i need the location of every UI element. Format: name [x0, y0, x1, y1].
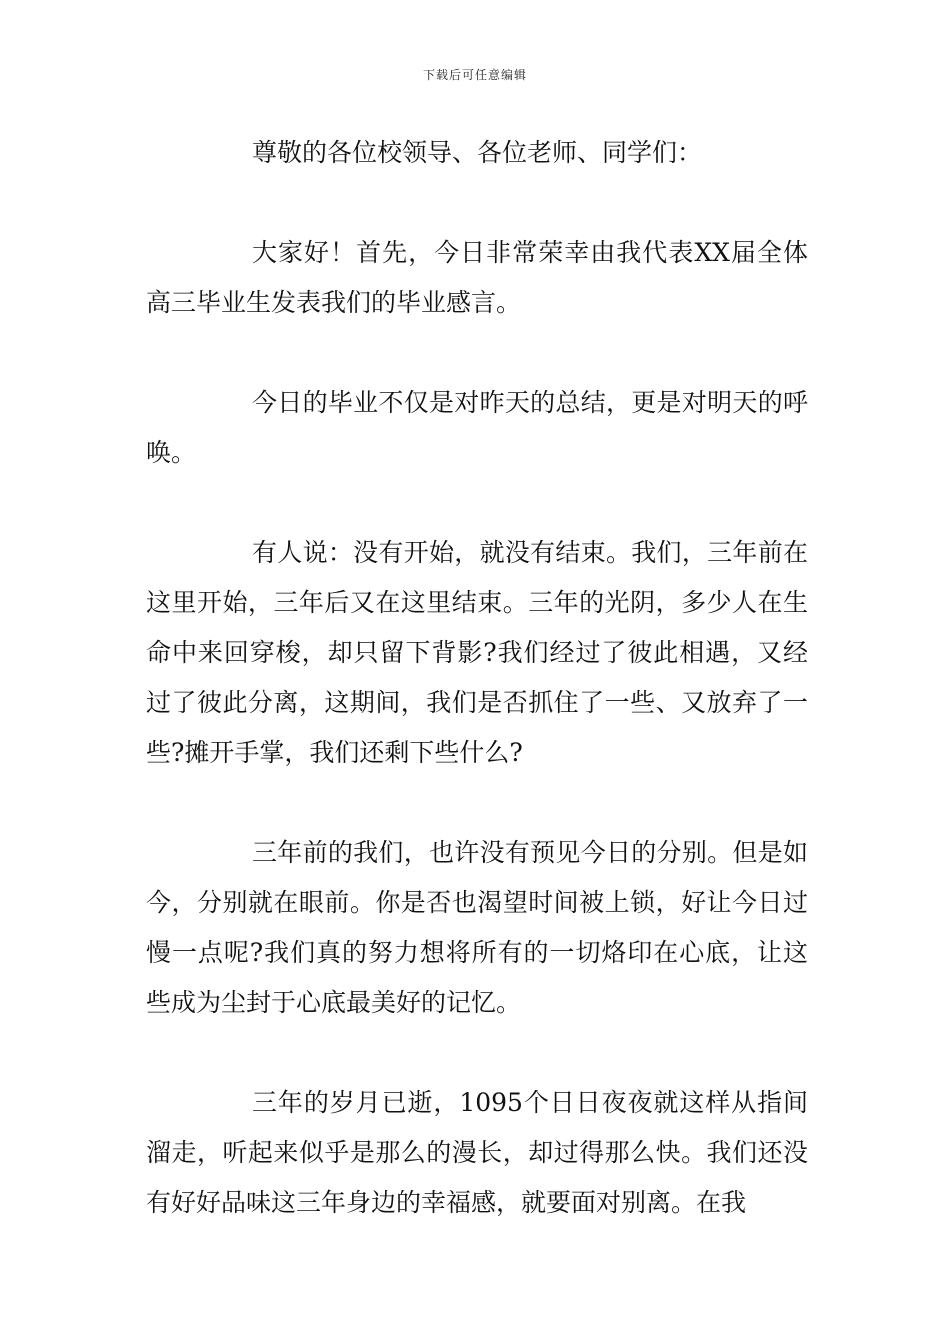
paragraph-three-years: 三年的岁月已逝，1095个日日夜夜就这样从指间溜走，听起来似乎是那么的漫长，却过得那么快。我们还没有好好品味这三年身边的幸福感，就要面对别离。在我: [146, 1088, 808, 1217]
paragraph-beginning-end: 有人说：没有开始，就没有结束。我们，三年前在这里开始，三年后又在这里结束。三年的光阴，多少人在生命中来回穿梭，却只留下背影?我们经过了彼此相遇，又经过了彼此分离，这期间，我们是否抓住了一些、又放弃了一些?摊开手掌，我们还剩下些什么?: [146, 538, 808, 767]
page-header-note: 下载后可任意编辑: [422, 68, 527, 82]
paragraph-greeting: 大家好！首先，今日非常荣幸由我代表XX届全体高三毕业生发表我们的毕业感言。: [146, 238, 808, 317]
paragraph-parting: 三年前的我们，也许没有预见今日的分别。但是如今，分别就在眼前。你是否也渴望时间被上锁，好让今日过慢一点呢?我们真的努力想将所有的一切烙印在心底，让这些成为尘封于心底最美好的记忆。: [146, 838, 808, 1017]
document-body: [146, 128, 808, 1278]
paragraph-graduation-meaning: 今日的毕业不仅是对昨天的总结，更是对明天的呼唤。: [146, 388, 808, 467]
salutation: 尊敬的各位校领导、各位老师、同学们：: [252, 138, 703, 167]
